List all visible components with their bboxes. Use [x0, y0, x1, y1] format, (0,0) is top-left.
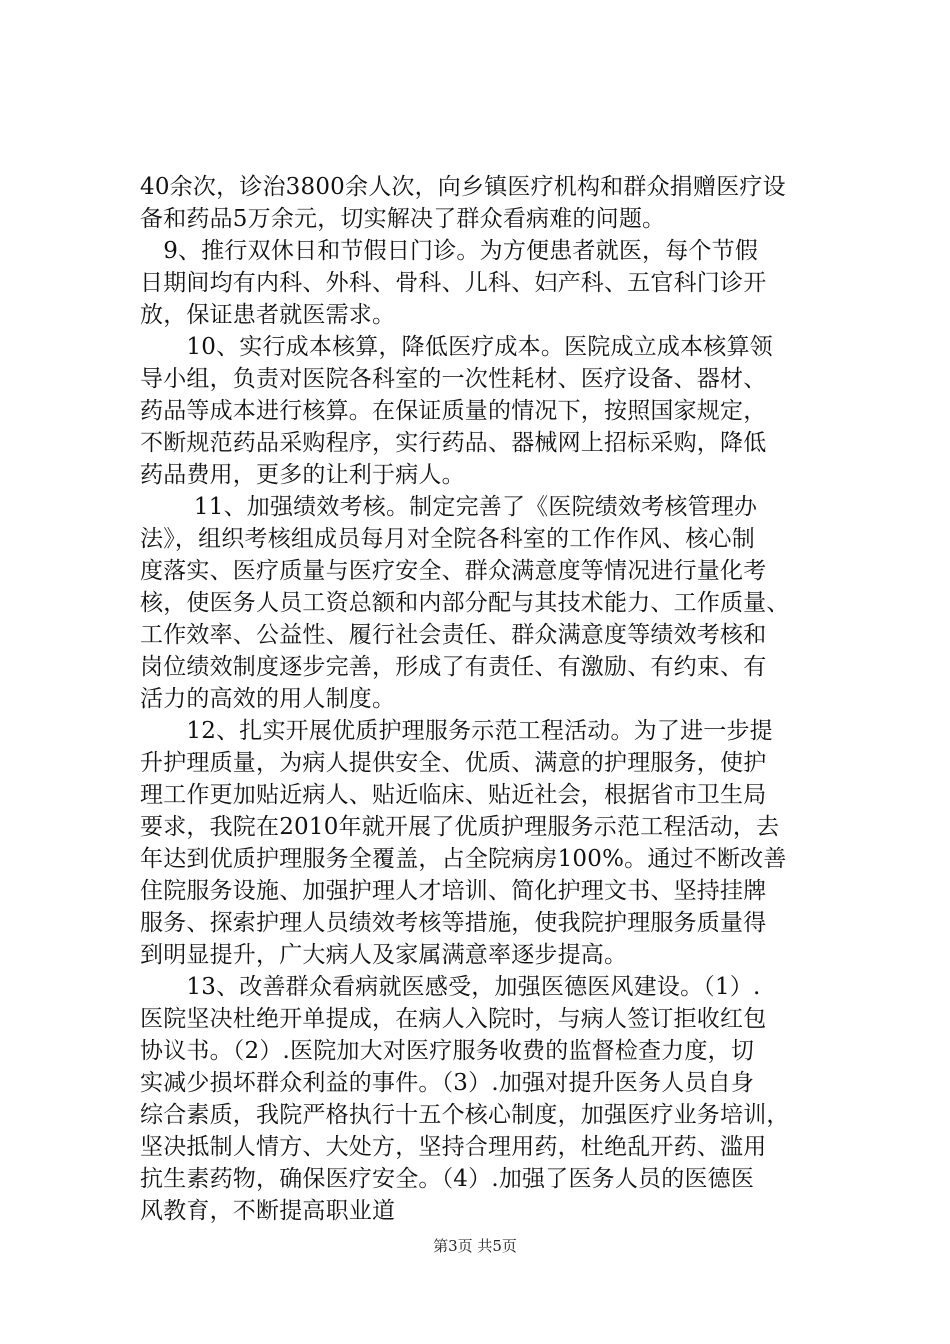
text-line: 岗位绩效制度逐步完善，形成了有责任、有激励、有约束、有 — [140, 654, 767, 680]
text-line: 药品等成本进行核算。在保证质量的情况下，按照国家规定， — [140, 398, 767, 424]
text-line: 到明显提升，广大病人及家属满意率逐步提高。 — [140, 942, 628, 968]
text-line: 住院服务设施、加强护理人才培训、简化护理文书、坚持挂牌 — [140, 878, 767, 904]
text-line: 导小组，负责对医院各科室的一次性耗材、医疗设备、器材、 — [140, 366, 767, 392]
text-line: 日期间均有内科、外科、骨科、儿科、妇产科、五官科门诊开 — [140, 270, 767, 296]
text-line: 不断规范药品采购程序，实行药品、器械网上招标采购，降低 — [140, 430, 767, 456]
text-line: 放，保证患者就医需求。 — [140, 302, 396, 328]
text-line: 要求，我院在2010年就开展了优质护理服务示范工程活动，去 — [140, 814, 780, 840]
text-line: 10、实行成本核算，降低医疗成本。医院成立成本核算领 — [140, 334, 773, 360]
text-line: 综合素质，我院严格执行十五个核心制度，加强医疗业务培训， — [140, 1102, 790, 1128]
text-line: 法》，组织考核组成员每月对全院各科室的工作作风、核心制 — [140, 526, 755, 552]
text-line: 核，使医务人员工资总额和内部分配与其技术能力、工作质量、 — [140, 590, 790, 616]
text-line: 12、扎实开展优质护理服务示范工程活动。为了进一步提 — [140, 718, 773, 744]
text-line: 实减少损坏群众利益的事件。（3）.加强对提升医务人员自身 — [140, 1070, 755, 1096]
page-footer: 第3页 共5页 — [433, 1237, 517, 1255]
text-line: 工作效率、公益性、履行社会责任、群众满意度等绩效考核和 — [140, 622, 767, 648]
text-line: 度落实、医疗质量与医疗安全、群众满意度等情况进行量化考 — [140, 558, 767, 584]
text-line: 风教育，不断提高职业道 — [140, 1198, 396, 1224]
text-line: 理工作更加贴近病人、贴近临床、贴近社会，根据省市卫生局 — [140, 782, 767, 808]
text-line: 备和药品5万余元，切实解决了群众看病难的问题。 — [140, 206, 666, 232]
text-line: 坚决抵制人情方、大处方，坚持合理用药，杜绝乱开药、滥用 — [140, 1134, 767, 1160]
text-line: 抗生素药物，确保医疗安全。（4）.加强了医务人员的医德医 — [140, 1166, 755, 1192]
text-line: 年达到优质护理服务全覆盖，占全院病房100%。通过不断改善 — [140, 846, 787, 872]
text-line: 升护理质量，为病人提供安全、优质、满意的护理服务，使护 — [140, 750, 767, 776]
text-line: 13、改善群众看病就医感受，加强医德医风建设。（1）. — [140, 974, 761, 1000]
text-line: 医院坚决杜绝开单提成，在病人入院时，与病人签订拒收红包 — [140, 1006, 767, 1032]
text-line: 9、推行双休日和节假日门诊。为方便患者就医，每个节假 — [140, 238, 759, 264]
text-line: 11、加强绩效考核。制定完善了《医院绩效考核管理办 — [140, 494, 758, 520]
text-line: 协议书。（2）.医院加大对医疗服务收费的监督检查力度，切 — [140, 1038, 755, 1064]
text-line: 服务、探索护理人员绩效考核等措施，使我院护理服务质量得 — [140, 910, 767, 936]
text-line: 药品费用，更多的让利于病人。 — [140, 462, 465, 488]
text-line: 活力的高效的用人制度。 — [140, 686, 396, 712]
text-line: 40余次，诊治3800余人次，向乡镇医疗机构和群众捐赠医疗设 — [140, 174, 786, 200]
document-body — [140, 171, 840, 1227]
